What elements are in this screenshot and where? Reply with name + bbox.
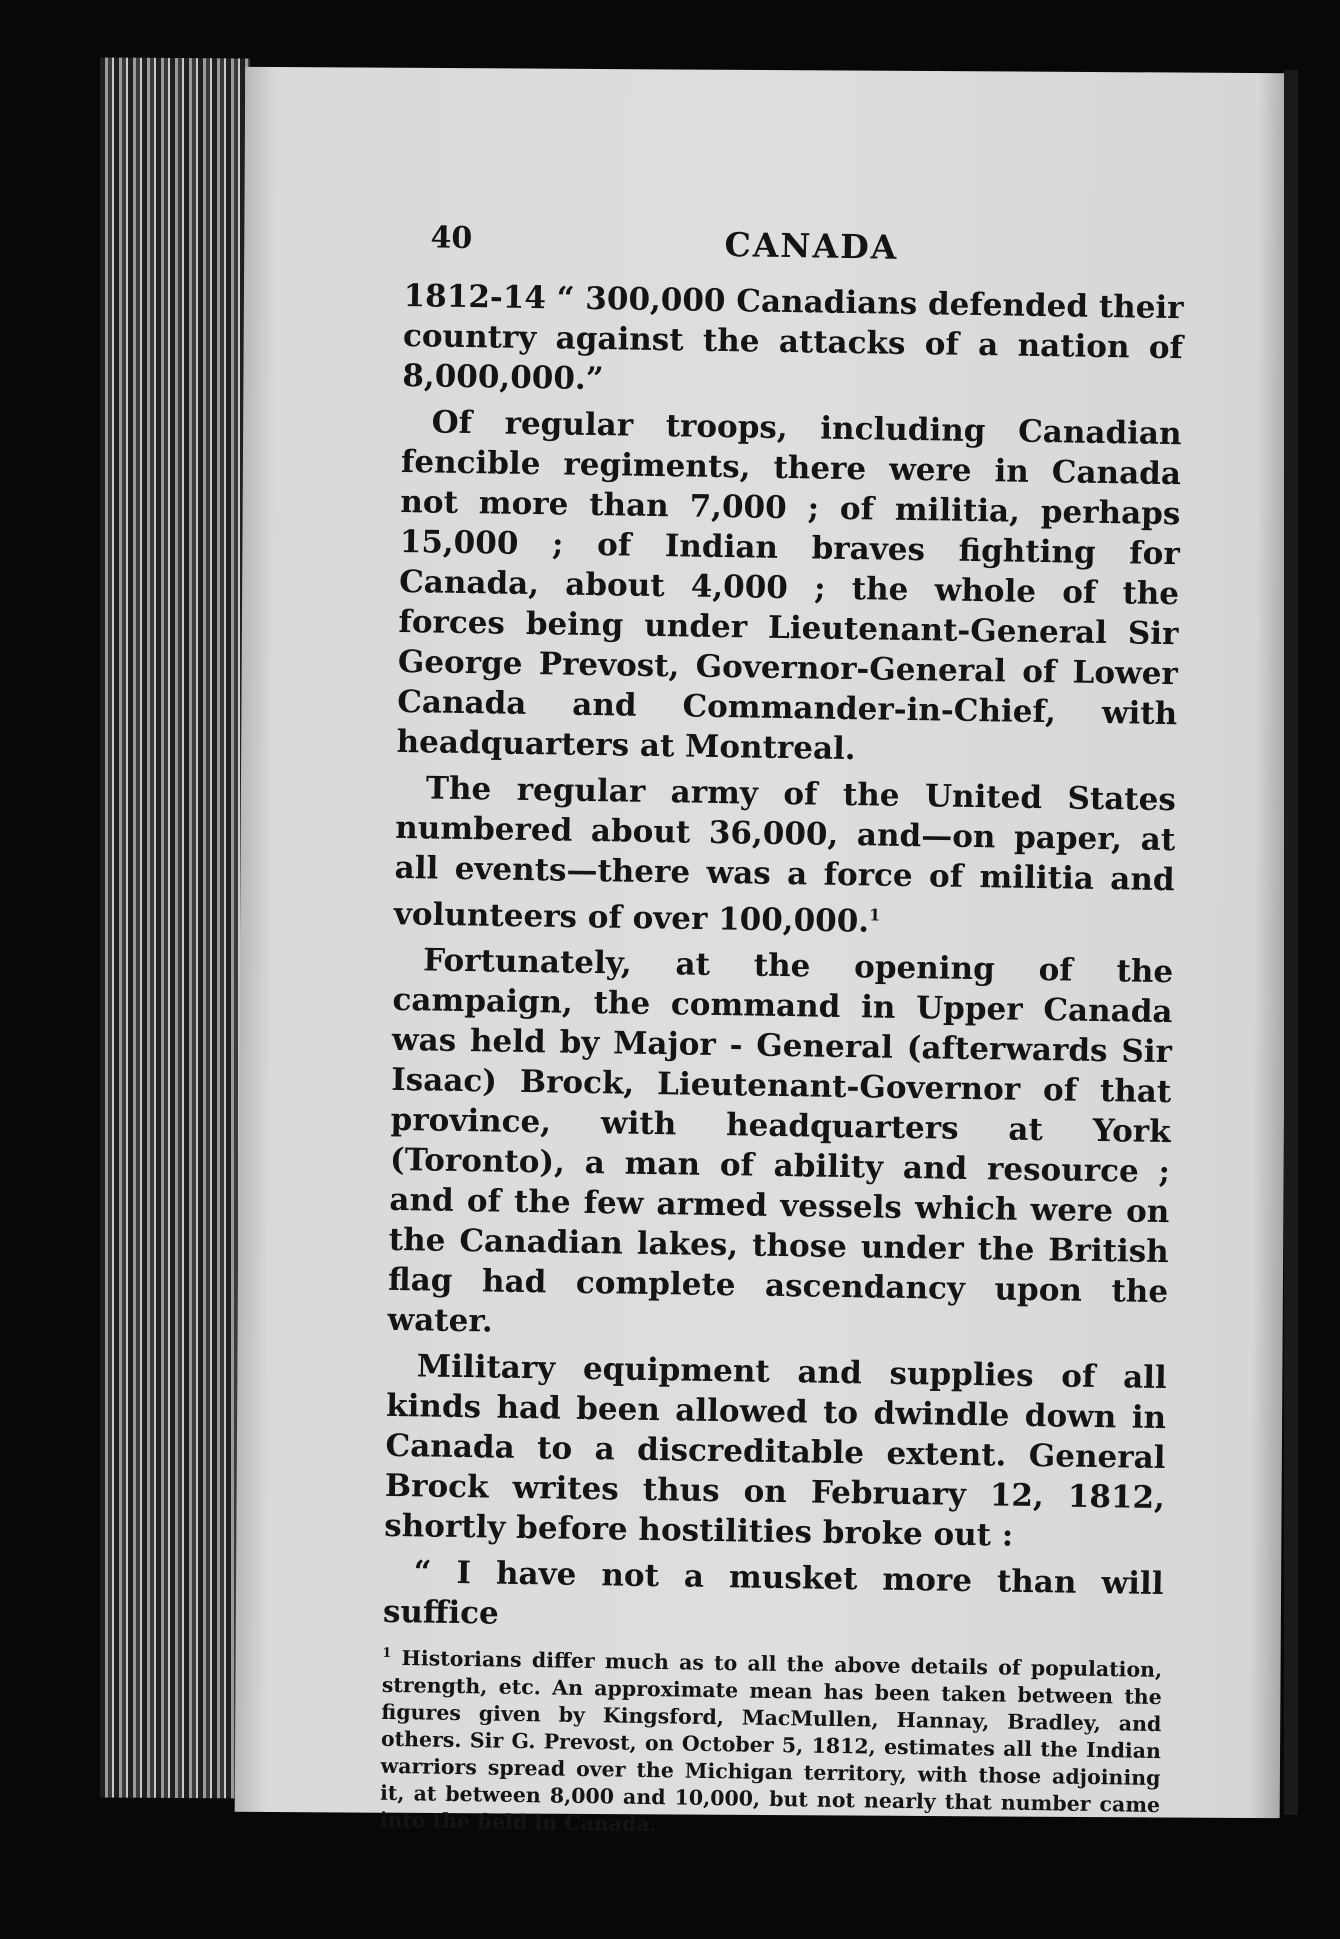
footnote-text: Historians differ much as to all the above details of population, strength, etc. An approximate mean has been taken between the figures given by Kingsford, MacMullen, Hannay, Bradley, and others. Sir G. Prevost, on October 5, 1812, estimates all the Indian warriors spread over the Michigan territory, with those adjoining it, at between 8,000 and 10,000, but not nearly that number came into the field in Canada. — [379, 1646, 1163, 1837]
page-content — [379, 210, 1184, 1846]
paragraph-3-text: The regular army of the United States numbered about 36,000, and—on paper, at all events—there was a force of militia and volunteers of over 100,000. — [393, 770, 1177, 940]
paragraph-2: Of regular troops, including Canadian fencible regiments, there were in Canada not more than 7,000 ; of militia, perhaps 15,000 ; of Indian braves fighting for Canada, about 4,000 ; the whole of the forces being under Lieutenant-General Sir George Prevost, Governor-General of Lower Canada and Commander-in-Chief, with headquarters at Montreal. — [396, 404, 1182, 768]
paragraph-6: “ I have not a musket more than will suffice — [382, 1554, 1164, 1632]
paragraph-1: 1812-14 “ 300,000 Canadians defended their country against the attacks of a nation of 8,000,000.” — [402, 277, 1184, 398]
running-head — [404, 210, 1185, 278]
book-page-edges — [100, 57, 250, 1798]
page-title: CANADA — [724, 225, 899, 267]
footnote-reference: 1 — [869, 905, 881, 925]
footnote-1 — [379, 1640, 1162, 1846]
body-text — [383, 276, 1184, 1644]
paragraph-5: Military equipment and supplies of all kinds had been allowed to dwindle down in Canada to a discreditable extent. General Brock writes thus on February 12, 1812, shortly before hostilities broke out : — [384, 1348, 1168, 1555]
paragraph-3 — [394, 768, 1177, 947]
paragraph-4: Fortunately, at the opening of the campaign, the command in Upper Canada was held by Major - General (afterwards Sir Isaac) Brock, Lieutenant-Governor of that province, with headquarters at York (Toronto), a man of ability and resource ; and of the few armed vessels which were on the Canadian lakes, those under the British flag had complete ascendancy upon the water. — [387, 942, 1174, 1340]
footnote-mark: 1 — [382, 1646, 392, 1662]
book-binding-edge — [1284, 70, 1298, 1815]
page-number: 40 — [430, 220, 473, 257]
footnotes — [379, 1640, 1162, 1846]
